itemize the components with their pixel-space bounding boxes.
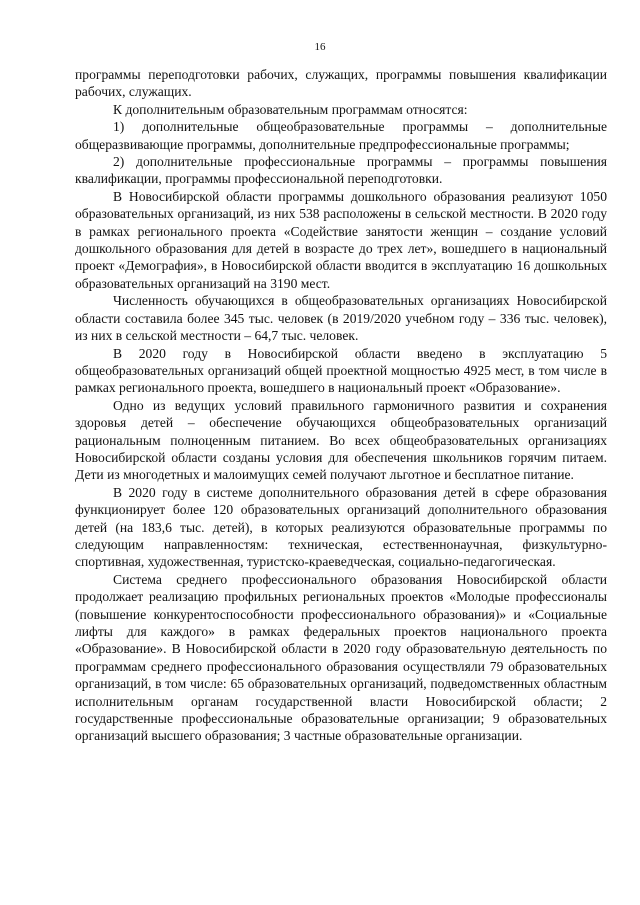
paragraph: К дополнительным образовательным программам относятся: (113, 101, 468, 117)
paragraph: Численность обучающихся в общеобразовательных организациях Новосибирской области составила более 345 тыс. человек (в 2019/2020 учебном году – 336 тыс. человек), из них в сельской местности – 64,7 тыс. человек. (75, 293, 607, 344)
paragraph: В 2020 году в системе дополнительного образования детей в сфере образования функционирует более 120 образовательных организаций дополнительного образования детей (на 183,6 тыс. детей), в которых реализуются образовательные программы по следующим направленностям: техническая, естественнонаучная, физкультурно-спортивная, художественная, туристско-краеведческая, социально-педагогическая. (75, 484, 607, 570)
paragraph: 2) дополнительные профессиональные программы – программы повышения квалификации, программы профессиональной переподготовки. (75, 154, 607, 187)
paragraph: В Новосибирской области программы дошкольного образования реализуют 1050 образовательных организаций, из них 538 расположены в сельской местности. В 2020 году в рамках регионального проекта «Содействие занятости женщин – создание условий дошкольного образования для детей в возрасте до трех лет», вошедшего в национальный проект «Демография», в Новосибирской области вводится в эксплуатацию 16 дошкольных образовательных организаций на 3190 мест. (75, 188, 607, 291)
paragraph: В 2020 году в Новосибирской области введено в эксплуатацию 5 общеобразовательных организаций общей проектной мощностью 4925 мест, в том числе в рамках регионального проекта, вошедшего в национальный проект «Образование». (75, 345, 607, 396)
paragraph: Система среднего профессионального образования Новосибирской области продолжает реализацию профильных региональных проектов «Молодые профессионалы (повышение конкурентоспособности профессионального образования)» и «Социальные лифты для каждого» в рамках федеральных проектов национального проекта «Образование». В Новосибирской области в 2020 году образовательную деятельность по программам среднего профессионального образования осуществляли 79 образовательных организаций, в том числе: 65 образовательных организаций, подведомственных областным исполнительным органам государственной власти Новосибирской области; 2 государственные профессиональные образовательные организации; 9 образовательных организаций высшего образования; 3 частные образовательные организации. (75, 571, 607, 744)
paragraph: Одно из ведущих условий правильного гармоничного развития и сохранения здоровья детей – обеспечение обучающихся общеобразовательных организаций рациональным полноценным питанием. Во всех общеобразовательных организациях Новосибирской области созданы условия для обеспечения школьников горячим питаем. Дети из многодетных и малоимущих семей получают льготное и бесплатное питание. (75, 397, 607, 483)
paragraph: 1) дополнительные общеобразовательные программы – дополнительные общеразвивающие программы, дополнительные предпрофессиональные программы; (75, 119, 607, 152)
document-body (75, 66, 607, 745)
paragraph: программы переподготовки рабочих, служащих, программы повышения квалификации рабочих, служащих. (75, 67, 607, 100)
page-number: 16 (314, 41, 326, 53)
